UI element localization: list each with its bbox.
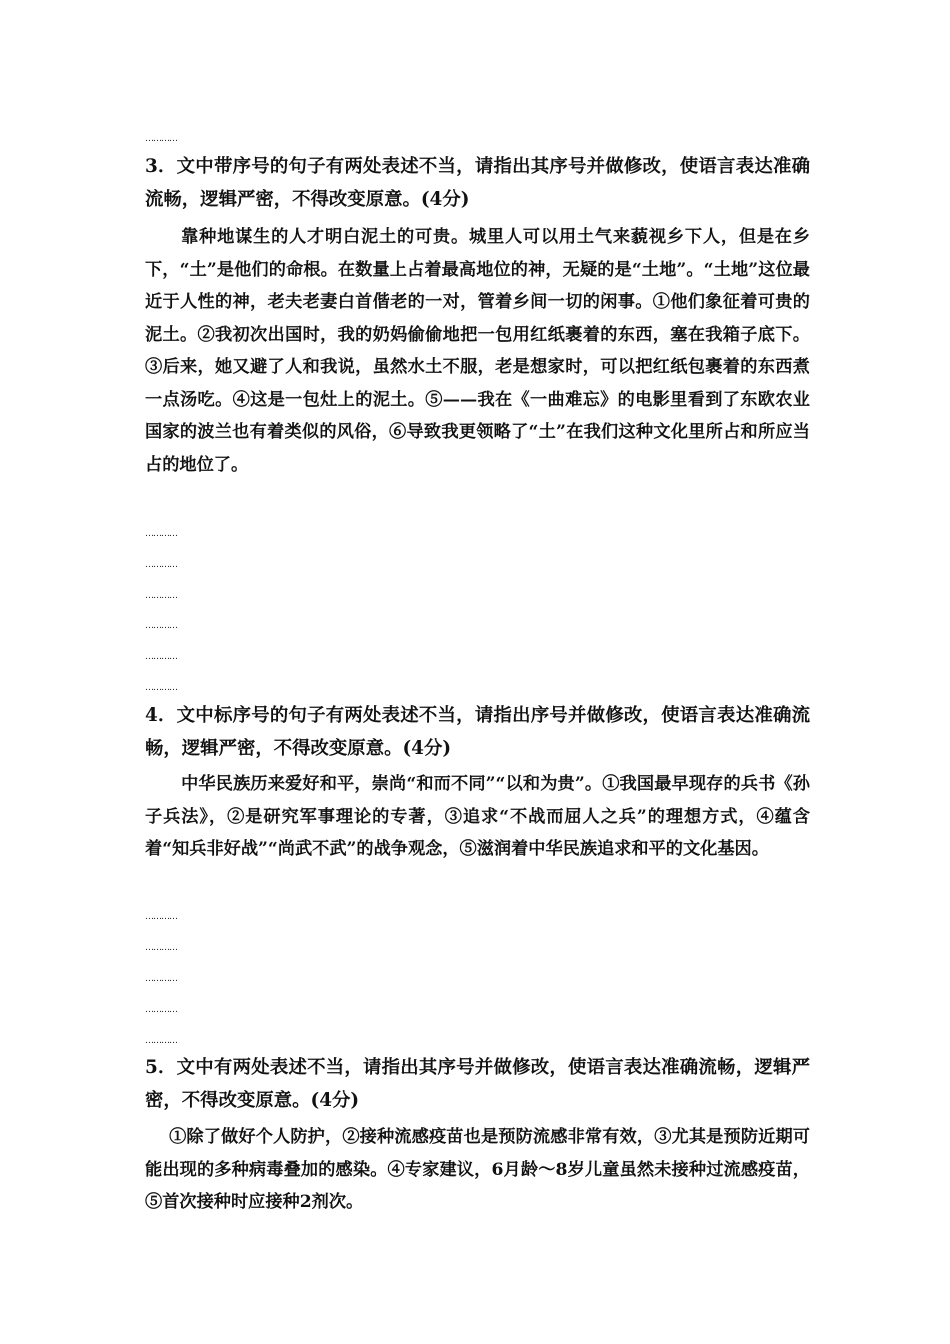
answer-blank-line: ………… xyxy=(145,560,177,570)
answer-blank-line: ………… xyxy=(145,683,177,693)
answer-blank-line: ………… xyxy=(145,1005,177,1015)
question-5-passage: ①除了做好个人防护，②接种流感疫苗也是预防流感非常有效，③尤其是预防近期可能出现的多种病毒叠加的感染。④专家建议，6月龄～8岁儿童虽然未接种过流感疫苗，⑤首次接种时应接种2剂次。 xyxy=(145,1127,810,1212)
question-3-prompt: 3．文中带序号的句子有两处表述不当，请指出其序号并做修改，使语言表达准确流畅，逻辑严密，不得改变原意。(4分) xyxy=(145,156,810,210)
answer-blank-line: ………… xyxy=(145,974,177,984)
answer-blank-line: ………… xyxy=(145,912,177,922)
answer-blank-line: ………… xyxy=(145,134,177,144)
answer-blank-line: ………… xyxy=(145,621,177,631)
answer-blank-line: ………… xyxy=(145,529,177,539)
question-4-prompt: 4．文中标序号的句子有两处表述不当，请指出序号并做修改，使语言表达准确流畅，逻辑严密，不得改变原意。(4分) xyxy=(145,705,810,759)
answer-blank-line: ………… xyxy=(145,652,177,662)
question-4-passage: 中华民族历来爱好和平，崇尚“和而不同”“以和为贵”。①我国最早现存的兵书《孙子兵法》，②是研究军事理论的专著，③追求“不战而屈人之兵”的理想方式，④蕴含着“知兵非好战”“尚武不武”的战争观念，⑤滋润着中华民族追求和平的文化基因。 xyxy=(145,774,810,859)
question-3-passage: 靠种地谋生的人才明白泥土的可贵。城里人可以用土气来藐视乡下人，但是在乡下，“土”是他们的命根。在数量上占着最高地位的神，无疑的是“土地”。“土地”这位最近于人性的神，老夫老妻白首偕老的一对，管着乡间一切的闲事。①他们象征着可贵的泥土。②我初次出国时，我的奶妈偷偷地把一包用红纸裹着的东西，塞在我箱子底下。③后来，她又避了人和我说，虽然水土不服，老是想家时，可以把红纸包裹着的东西煮一点汤吃。④这是一包灶上的泥土。⑤——我在《一曲难忘》的电影里看到了东欧农业国家的波兰也有着类似的风俗，⑥导致我更领略了“土”在我们这种文化里所占和所应当占的地位了。 xyxy=(145,227,810,475)
answer-blank-line: ………… xyxy=(145,943,177,953)
answer-blank-line: ………… xyxy=(145,591,177,601)
question-5-prompt: 5．文中有两处表述不当，请指出其序号并做修改，使语言表达准确流畅，逻辑严密，不得改变原意。(4分) xyxy=(145,1057,810,1111)
answer-blank-line: ………… xyxy=(145,1036,177,1046)
